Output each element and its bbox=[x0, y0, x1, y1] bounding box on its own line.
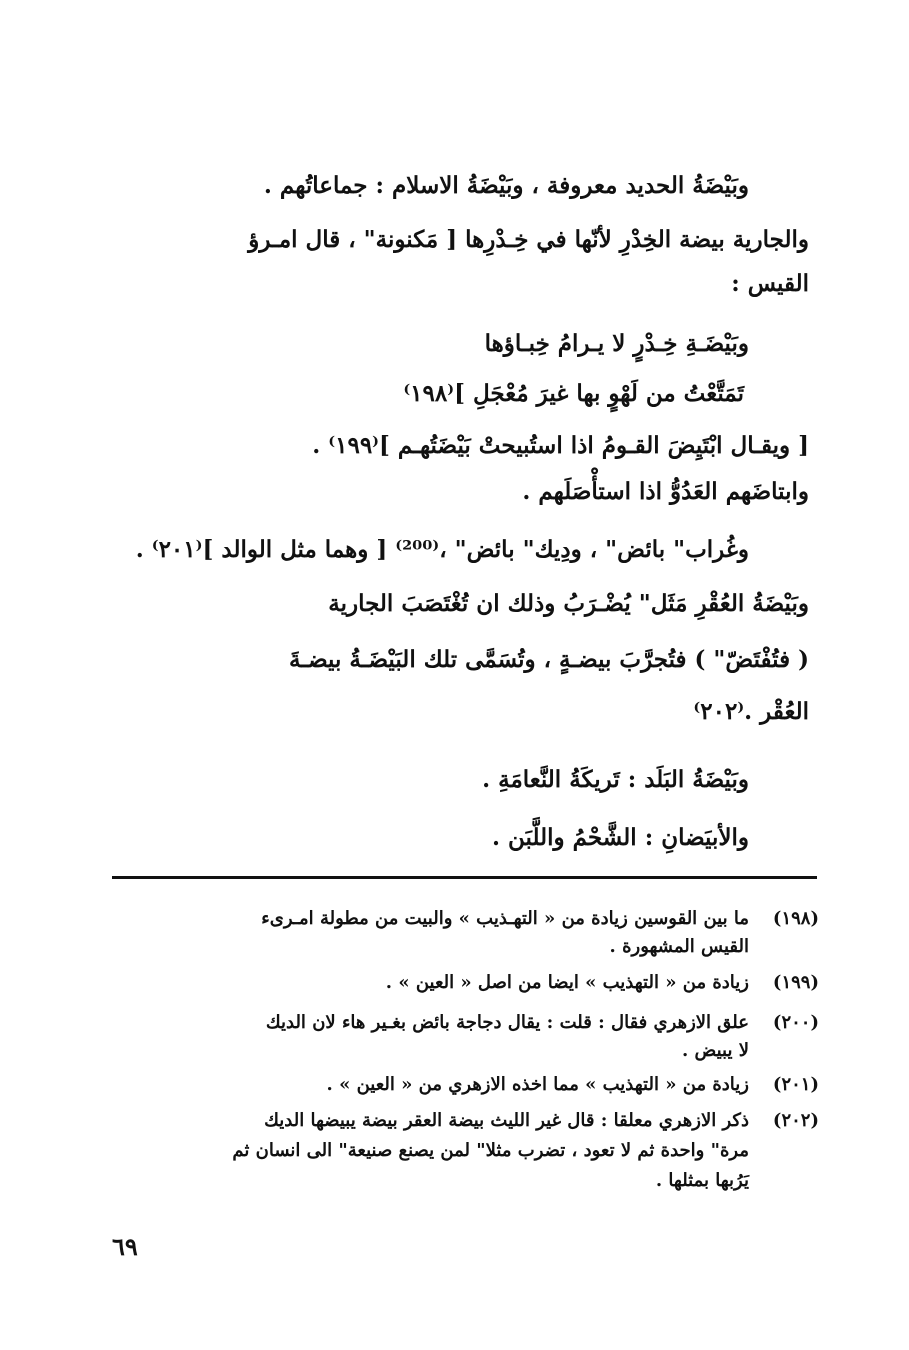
text-line: القيس : bbox=[731, 270, 809, 297]
footnote-number: (٢٠٢) bbox=[772, 1110, 819, 1131]
footnote-text: علق الازهري فقال : قلت : يقال دجاجة بائض بغـير هاء لان الديك bbox=[265, 1012, 749, 1033]
text-line: وبَيْضَةُ العُقْرِ مَثَل" يُضْـرَبُ وذلك ان تُغْتَصَبَ الجارية bbox=[328, 590, 809, 617]
verse-line: تَمَتَّعْتُ من لَهْوٍ بها غيرَ مُعْجَلِ ]⁽١٩٨⁾ bbox=[403, 380, 744, 407]
footnote-text: يَرُبها بمثلها . bbox=[655, 1170, 749, 1191]
footnote-number: (٢٠١) bbox=[772, 1074, 819, 1095]
text-line: وبَيْضَةُ الحديد معروفة ، وبَيْضَةُ الاسلام : جماعاتُهم . bbox=[263, 172, 749, 199]
footnote-text: مرة" واحدة ثم لا تعود ، تضرب مثلا" لمن يصنع صنيعة" الى انسان ثم bbox=[232, 1140, 749, 1161]
text-line: ( فتُفْتَضّ" ) فتُجرَّبَ بيضـةٍ ، وتُسَمَّى تلك البَيْضَـةُ بيضـةَ bbox=[289, 646, 809, 673]
footnote-number: (٢٠٠) bbox=[772, 1012, 819, 1033]
footnote-number: (١٩٨) bbox=[772, 908, 819, 929]
footnote-text: ذكر الازهري معلقا : قال غير الليث بيضة العقر بيضة يبيضها الديك bbox=[264, 1110, 749, 1131]
footnote-text: زيادة من « التهذيب » مما اخذه الازهري من « العين » . bbox=[326, 1074, 749, 1095]
verse-line: وبَيْضَـةِ خِـدْرٍ لا يـرامُ خِبـاؤها bbox=[484, 330, 749, 357]
footnote-text: زيادة من « التهذيب » ايضا من اصل « العين » . bbox=[385, 972, 749, 993]
page-number: ٦٩ bbox=[112, 1232, 138, 1261]
text-line: وابتاضَهم العَدُوُّ اذا استأْصَلَهم . bbox=[522, 478, 809, 505]
footnote-text: ما بين القوسين زيادة من « التهـذيب » والبيت من مطولة امـرىء bbox=[261, 908, 749, 929]
footnote-number: (١٩٩) bbox=[772, 972, 819, 993]
footnote-text: لا يبيض . bbox=[682, 1040, 749, 1061]
text-line: [ ويقـال ابْتَيِضَ القـومُ اذا استُبيحتْ بَيْضَتُهـم ]⁽١٩٩⁾ . bbox=[312, 432, 809, 459]
footnote-text: القيس المشهورة . bbox=[609, 936, 749, 957]
text-line: والجارية بيضة الخِدْرِ لأنّها في خِـدْرِها [ مَكنونة" ، قال امـرؤ bbox=[248, 226, 809, 253]
text-line: وغُراب" بائض" ، ودِيك" بائض" ،⁽²⁰⁰⁾ [ وهما مثل الوالد ]⁽٢٠١⁾ . bbox=[135, 536, 749, 563]
text-line: العُقْر .⁽٢٠٢⁾ bbox=[693, 698, 809, 725]
text-line: والأبيَضانِ : الشَّحْمُ واللَّبَن . bbox=[492, 824, 749, 851]
footnote-separator bbox=[112, 876, 817, 879]
text-line: وبَيْضَةُ البَلَد : تَريكَةُ النَّعامَةِ . bbox=[482, 766, 749, 793]
